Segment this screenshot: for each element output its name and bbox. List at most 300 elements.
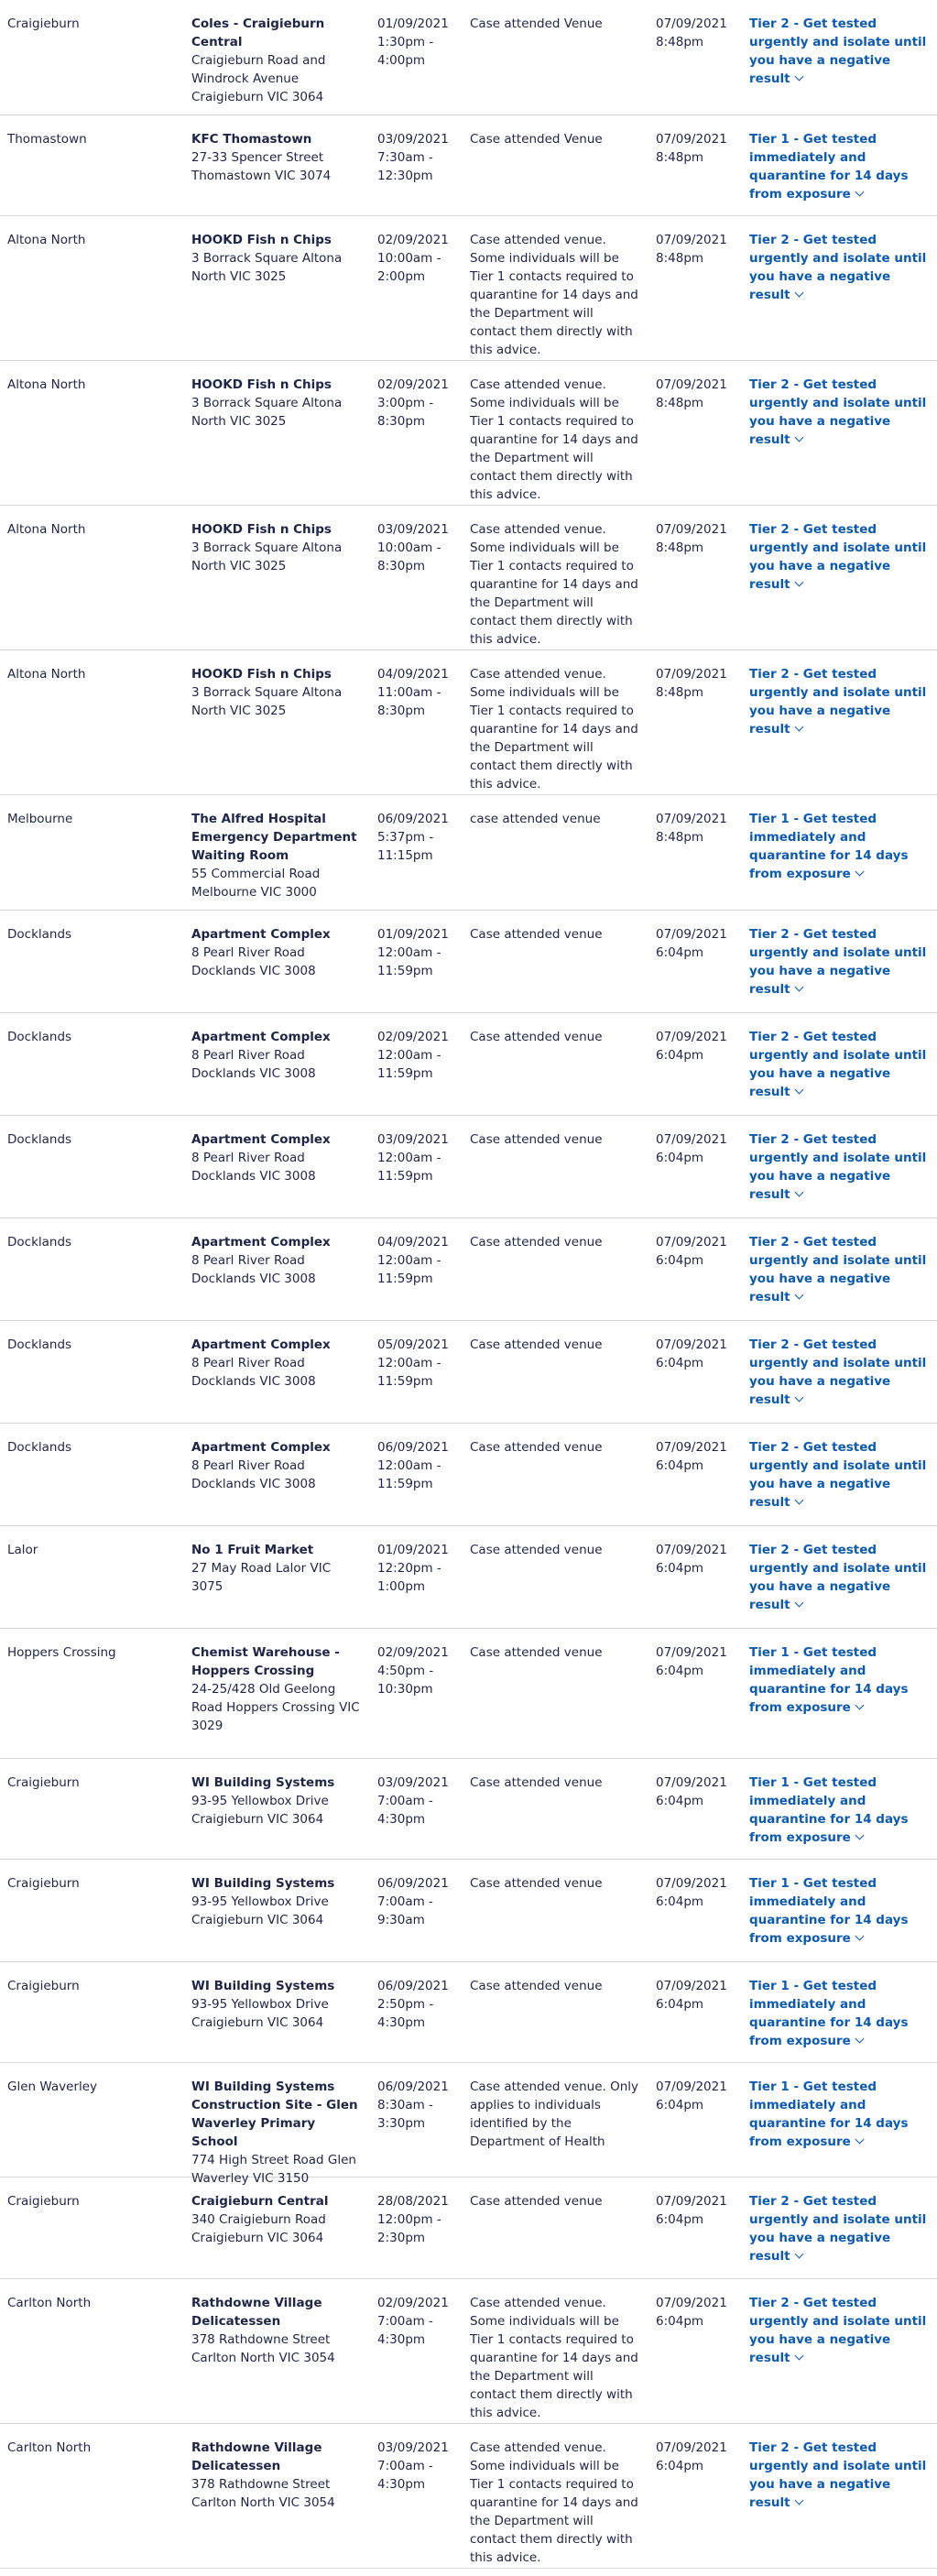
exposure-time: 10:00am - 2:00pm: [377, 251, 441, 284]
site-name: HOOKD Fish n Chips: [191, 233, 332, 247]
exposure-period-cell: [377, 130, 469, 185]
added-date: 07/09/2021: [656, 2296, 727, 2310]
added-time: 8:48pm: [656, 150, 704, 165]
exposure-time: 12:00am - 11:59pm: [377, 1151, 441, 1184]
exposure-date: 05/09/2021: [377, 1337, 449, 1352]
notes-cell: Case attended venue: [470, 927, 603, 942]
exposure-date: 04/09/2021: [377, 667, 449, 682]
added-time: 6:04pm: [656, 945, 704, 960]
added-cell: [656, 1336, 738, 1372]
added-cell: [656, 1130, 738, 1167]
exposure-date: 03/09/2021: [377, 522, 449, 537]
table-row: [0, 2178, 937, 2279]
health-advice-toggle[interactable]: [749, 1130, 931, 1204]
exposure-period-cell: [377, 1438, 469, 1493]
table-row: [0, 1759, 937, 1860]
exposure-period-cell: [377, 1874, 469, 1929]
table-row: [0, 911, 937, 1013]
exposure-period-cell: [377, 1643, 469, 1698]
added-cell: [656, 1438, 738, 1475]
added-date: 07/09/2021: [656, 1876, 727, 1891]
table-row: [0, 650, 937, 795]
suburb-cell: Docklands: [7, 1235, 72, 1250]
added-time: 8:48pm: [656, 251, 704, 266]
health-advice-text: Tier 2 - Get tested urgently and isolate until you have a negative result: [749, 2194, 927, 2264]
suburb-cell: Lalor: [7, 1543, 38, 1557]
health-advice-text: Tier 1 - Get tested immediately and quarantine for 14 days from exposure: [749, 1775, 909, 1845]
health-advice-toggle[interactable]: [749, 925, 931, 999]
table-row: [0, 795, 937, 911]
added-time: 6:04pm: [656, 1997, 704, 2012]
chevron-down-icon: [794, 433, 803, 442]
added-time: 6:04pm: [656, 2314, 704, 2329]
suburb-cell: Carlton North: [7, 2440, 92, 2455]
exposure-date: 03/09/2021: [377, 1775, 449, 1790]
table-row: [0, 2424, 937, 2569]
added-cell: [656, 2192, 738, 2229]
exposure-period-cell: [377, 1977, 469, 2032]
added-date: 07/09/2021: [656, 1235, 727, 1250]
exposure-time: 12:00am - 11:59pm: [377, 1458, 441, 1491]
table-row: [0, 1526, 937, 1629]
site-cell: [191, 1336, 364, 1391]
suburb-cell: Altona North: [7, 667, 86, 682]
health-advice-toggle[interactable]: [749, 1774, 931, 1847]
exposure-date: 02/09/2021: [377, 377, 449, 392]
added-time: 8:48pm: [656, 35, 704, 49]
site-address: 3 Borrack Square Altona North VIC 3025: [191, 396, 343, 429]
suburb-cell: Craigieburn: [7, 16, 80, 31]
exposure-date: 02/09/2021: [377, 233, 449, 247]
added-time: 6:04pm: [656, 1561, 704, 1576]
health-advice-toggle[interactable]: [749, 1541, 931, 1614]
site-name: The Alfred Hospital Emergency Department Waiting Room: [191, 812, 357, 863]
site-name: HOOKD Fish n Chips: [191, 667, 332, 682]
added-date: 07/09/2021: [656, 2194, 727, 2209]
notes-cell: Case attended venue: [470, 1337, 603, 1352]
table-row: [0, 506, 937, 650]
added-date: 07/09/2021: [656, 927, 727, 942]
chevron-down-icon: [794, 578, 803, 587]
added-date: 07/09/2021: [656, 16, 727, 31]
added-time: 6:04pm: [656, 2459, 704, 2473]
added-cell: [656, 925, 738, 962]
notes-cell: Case attended venue. Some individuals will be Tier 1 contacts required to quarantine for 14 days and the Department will contact them directly with this advice.: [470, 2440, 638, 2565]
health-advice-text: Tier 2 - Get tested urgently and isolate until you have a negative result: [749, 2296, 927, 2365]
health-advice-text: Tier 2 - Get tested urgently and isolate until you have a negative result: [749, 522, 927, 592]
chevron-down-icon: [855, 1701, 864, 1710]
added-date: 07/09/2021: [656, 1775, 727, 1790]
health-advice-text: Tier 2 - Get tested urgently and isolate until you have a negative result: [749, 233, 927, 302]
exposure-date: 06/09/2021: [377, 1876, 449, 1891]
added-cell: [656, 2439, 738, 2475]
health-advice-toggle[interactable]: [749, 1977, 931, 2050]
exposure-time: 12:00am - 11:59pm: [377, 1356, 441, 1389]
exposure-period-cell: [377, 1130, 469, 1185]
site-address: 3 Borrack Square Altona North VIC 3025: [191, 540, 343, 573]
site-address: 378 Rathdowne Street Carlton North VIC 3054: [191, 2332, 335, 2365]
notes-cell: Case attended venue: [470, 1979, 603, 1993]
exposure-date: 06/09/2021: [377, 812, 449, 826]
site-address: 8 Pearl River Road Docklands VIC 3008: [191, 1458, 316, 1491]
added-time: 8:48pm: [656, 830, 704, 845]
chevron-down-icon: [855, 868, 864, 877]
added-time: 6:04pm: [656, 1458, 704, 1473]
table-row: [0, 1629, 937, 1759]
chevron-down-icon: [794, 723, 803, 732]
added-cell: [656, 376, 738, 412]
added-cell: [656, 1977, 738, 2014]
notes-cell: Case attended venue: [470, 2194, 603, 2209]
table-row: [0, 1860, 937, 1962]
site-cell: [191, 665, 364, 720]
exposure-time: 12:00pm - 2:30pm: [377, 2212, 441, 2245]
table-row: [0, 1962, 937, 2063]
health-advice-toggle[interactable]: [749, 1643, 931, 1717]
site-cell: [191, 130, 364, 185]
exposure-time: 7:00am - 4:30pm: [377, 2459, 433, 2492]
health-advice-toggle[interactable]: [749, 520, 931, 594]
site-address: 3 Borrack Square Altona North VIC 3025: [191, 251, 343, 284]
added-cell: [656, 665, 738, 702]
suburb-cell: Altona North: [7, 233, 86, 247]
added-cell: [656, 520, 738, 557]
health-advice-text: Tier 1 - Get tested immediately and quarantine for 14 days from exposure: [749, 1979, 909, 2048]
site-name: Apartment Complex: [191, 1030, 331, 1044]
added-date: 07/09/2021: [656, 1030, 727, 1044]
health-advice-text: Tier 2 - Get tested urgently and isolate until you have a negative result: [749, 1132, 927, 1202]
health-advice-toggle[interactable]: [749, 2078, 931, 2151]
added-cell: [656, 130, 738, 167]
site-address: 8 Pearl River Road Docklands VIC 3008: [191, 1253, 316, 1286]
site-name: WI Building Systems: [191, 1775, 335, 1790]
site-cell: [191, 376, 364, 431]
site-name: No 1 Fruit Market: [191, 1543, 314, 1557]
health-advice-text: Tier 1 - Get tested immediately and quarantine for 14 days from exposure: [749, 1876, 909, 1946]
chevron-down-icon: [794, 2496, 803, 2505]
table-row: [0, 115, 937, 216]
suburb-cell: Craigieburn: [7, 1876, 80, 1891]
added-date: 07/09/2021: [656, 2079, 727, 2094]
health-advice-toggle[interactable]: [749, 1028, 931, 1101]
site-cell: [191, 1233, 364, 1288]
health-advice-text: Tier 2 - Get tested urgently and isolate until you have a negative result: [749, 927, 927, 997]
table-row: [0, 1218, 937, 1321]
exposure-time: 7:00am - 4:30pm: [377, 1794, 433, 1827]
table-row: [0, 2279, 937, 2424]
suburb-cell: Craigieburn: [7, 1979, 80, 1993]
added-time: 6:04pm: [656, 1151, 704, 1165]
site-address: 93-95 Yellowbox Drive Craigieburn VIC 3064: [191, 1997, 329, 2030]
health-advice-text: Tier 2 - Get tested urgently and isolate until you have a negative result: [749, 377, 927, 447]
health-advice-toggle[interactable]: [749, 1336, 931, 1409]
exposure-date: 06/09/2021: [377, 1440, 449, 1455]
health-advice-toggle[interactable]: [749, 1874, 931, 1948]
site-cell: [191, 2192, 364, 2247]
chevron-down-icon: [855, 188, 864, 197]
notes-cell: Case attended venue: [470, 1440, 603, 1455]
chevron-down-icon: [794, 1188, 803, 1197]
chevron-down-icon: [855, 2035, 864, 2044]
notes-cell: Case attended venue: [470, 1543, 603, 1557]
site-name: HOOKD Fish n Chips: [191, 377, 332, 392]
site-address: 774 High Street Road Glen Waverley VIC 3150: [191, 2153, 356, 2186]
exposure-period-cell: [377, 1233, 469, 1288]
site-address: 3 Borrack Square Altona North VIC 3025: [191, 685, 343, 718]
exposure-time: 1:30pm - 4:00pm: [377, 35, 434, 68]
site-cell: [191, 1028, 364, 1083]
chevron-down-icon: [794, 1291, 803, 1300]
suburb-cell: Melbourne: [7, 812, 73, 826]
health-advice-toggle[interactable]: [749, 665, 931, 738]
notes-cell: Case attended venue. Only applies to individuals identified by the Department of Health: [470, 2079, 639, 2149]
site-cell: [191, 1438, 364, 1493]
health-advice-text: Tier 2 - Get tested urgently and isolate until you have a negative result: [749, 667, 927, 737]
added-date: 07/09/2021: [656, 233, 727, 247]
exposure-date: 02/09/2021: [377, 2296, 449, 2310]
site-cell: [191, 1774, 364, 1828]
health-advice-text: Tier 2 - Get tested urgently and isolate until you have a negative result: [749, 1440, 927, 1510]
added-time: 6:04pm: [656, 1894, 704, 1909]
suburb-cell: Docklands: [7, 1030, 72, 1044]
table-row: [0, 1424, 937, 1526]
exposure-date: 06/09/2021: [377, 1979, 449, 1993]
chevron-down-icon: [855, 2135, 864, 2145]
suburb-cell: Altona North: [7, 377, 86, 392]
chevron-down-icon: [794, 1496, 803, 1505]
added-time: 8:48pm: [656, 396, 704, 410]
suburb-cell: Docklands: [7, 1440, 72, 1455]
health-advice-toggle[interactable]: [749, 130, 931, 203]
health-advice-toggle[interactable]: [749, 231, 931, 304]
exposure-date: 02/09/2021: [377, 1645, 449, 1660]
notes-cell: Case attended Venue: [470, 16, 603, 31]
exposure-period-cell: [377, 810, 469, 865]
site-name: Craigieburn Central: [191, 2194, 329, 2209]
site-name: Apartment Complex: [191, 1337, 331, 1352]
added-date: 07/09/2021: [656, 1979, 727, 1993]
health-advice-toggle[interactable]: [749, 2294, 931, 2367]
exposure-time: 7:00am - 4:30pm: [377, 2314, 433, 2347]
site-cell: [191, 1874, 364, 1929]
table-row: [0, 2063, 937, 2186]
added-date: 07/09/2021: [656, 1440, 727, 1455]
notes-cell: case attended venue: [470, 812, 601, 826]
exposure-time: 5:37pm - 11:15pm: [377, 830, 434, 863]
site-cell: [191, 2294, 364, 2367]
exposure-date: 01/09/2021: [377, 1543, 449, 1557]
exposure-date: 04/09/2021: [377, 1235, 449, 1250]
chevron-down-icon: [794, 983, 803, 992]
added-date: 07/09/2021: [656, 1132, 727, 1147]
added-cell: [656, 2294, 738, 2330]
site-address: 24-25/428 Old Geelong Road Hoppers Crossing VIC 3029: [191, 1682, 360, 1733]
health-advice-text: Tier 2 - Get tested urgently and isolate until you have a negative result: [749, 1235, 927, 1304]
health-advice-toggle[interactable]: [749, 2192, 931, 2265]
added-cell: [656, 1874, 738, 1911]
added-cell: [656, 1541, 738, 1577]
health-advice-text: Tier 2 - Get tested urgently and isolate until you have a negative result: [749, 1030, 927, 1099]
health-advice-text: Tier 1 - Get tested immediately and quarantine for 14 days from exposure: [749, 1645, 909, 1715]
added-date: 07/09/2021: [656, 377, 727, 392]
exposure-time: 2:50pm - 4:30pm: [377, 1997, 434, 2030]
exposure-date: 01/09/2021: [377, 927, 449, 942]
notes-cell: Case attended venue. Some individuals will be Tier 1 contacts required to quarantine for 14 days and the Department will contact them directly with this advice.: [470, 667, 638, 791]
added-cell: [656, 1643, 738, 1680]
health-advice-toggle[interactable]: [749, 376, 931, 449]
site-address: 8 Pearl River Road Docklands VIC 3008: [191, 1356, 316, 1389]
chevron-down-icon: [794, 2352, 803, 2361]
added-time: 8:48pm: [656, 540, 704, 555]
notes-cell: Case attended Venue: [470, 132, 603, 147]
exposure-period-cell: [377, 376, 469, 431]
exposure-time: 7:00am - 9:30am: [377, 1894, 433, 1927]
site-cell: [191, 925, 364, 980]
health-advice-text: Tier 1 - Get tested immediately and quarantine for 14 days from exposure: [749, 2079, 909, 2149]
notes-cell: Case attended venue. Some individuals will be Tier 1 contacts required to quarantine for 14 days and the Department will contact them directly with this advice.: [470, 233, 638, 357]
added-cell: [656, 2078, 738, 2114]
exposure-period-cell: [377, 231, 469, 286]
exposure-period-cell: [377, 1028, 469, 1083]
health-advice-text: Tier 2 - Get tested urgently and isolate until you have a negative result: [749, 1337, 927, 1407]
health-advice-text: Tier 1 - Get tested immediately and quarantine for 14 days from exposure: [749, 132, 909, 202]
exposure-time: 12:00am - 11:59pm: [377, 1253, 441, 1286]
health-advice-text: Tier 2 - Get tested urgently and isolate until you have a negative result: [749, 16, 927, 86]
exposure-time: 12:00am - 11:59pm: [377, 945, 441, 978]
notes-cell: Case attended venue: [470, 1775, 603, 1790]
added-date: 07/09/2021: [656, 132, 727, 147]
site-address: 340 Craigieburn Road Craigieburn VIC 3064: [191, 2212, 326, 2245]
exposure-date: 06/09/2021: [377, 2079, 449, 2094]
site-name: KFC Thomastown: [191, 132, 312, 147]
notes-cell: Case attended venue: [470, 1030, 603, 1044]
site-name: Apartment Complex: [191, 1235, 331, 1250]
added-cell: [656, 15, 738, 51]
exposure-date: 03/09/2021: [377, 1132, 449, 1147]
added-cell: [656, 1028, 738, 1064]
site-address: 8 Pearl River Road Docklands VIC 3008: [191, 1151, 316, 1184]
health-advice-text: Tier 1 - Get tested immediately and quarantine for 14 days from exposure: [749, 812, 909, 881]
table-row: [0, 1116, 937, 1218]
exposure-time: 8:30am - 3:30pm: [377, 2098, 433, 2131]
notes-cell: Case attended venue: [470, 1132, 603, 1147]
exposure-date: 03/09/2021: [377, 132, 449, 147]
suburb-cell: Docklands: [7, 1337, 72, 1352]
site-cell: [191, 2439, 364, 2512]
exposure-period-cell: [377, 2439, 469, 2494]
exposure-period-cell: [377, 15, 469, 70]
site-name: Apartment Complex: [191, 927, 331, 942]
exposure-date: 28/08/2021: [377, 2194, 449, 2209]
added-date: 07/09/2021: [656, 812, 727, 826]
exposure-date: 03/09/2021: [377, 2440, 449, 2455]
suburb-cell: Docklands: [7, 927, 72, 942]
site-cell: [191, 2078, 364, 2188]
notes-cell: Case attended venue. Some individuals will be Tier 1 contacts required to quarantine for 14 days and the Department will contact them directly with this advice.: [470, 522, 638, 647]
site-address: 93-95 Yellowbox Drive Craigieburn VIC 3064: [191, 1794, 329, 1827]
site-name: Rathdowne Village Delicatessen: [191, 2440, 322, 2473]
notes-cell: Case attended venue: [470, 1876, 603, 1891]
exposure-time: 11:00am - 8:30pm: [377, 685, 441, 718]
site-address: 8 Pearl River Road Docklands VIC 3008: [191, 945, 316, 978]
notes-cell: Case attended venue. Some individuals will be Tier 1 contacts required to quarantine for 14 days and the Department will contact them directly with this advice.: [470, 377, 638, 502]
site-cell: [191, 231, 364, 286]
health-advice-toggle[interactable]: [749, 1233, 931, 1306]
added-time: 6:04pm: [656, 2098, 704, 2112]
site-cell: [191, 810, 364, 901]
chevron-down-icon: [794, 72, 803, 82]
site-cell: [191, 520, 364, 575]
added-cell: [656, 1774, 738, 1810]
chevron-down-icon: [855, 1932, 864, 1941]
chevron-down-icon: [794, 1599, 803, 1608]
added-time: 6:04pm: [656, 1664, 704, 1678]
exposure-time: 10:00am - 8:30pm: [377, 540, 441, 573]
added-date: 07/09/2021: [656, 522, 727, 537]
added-date: 07/09/2021: [656, 1337, 727, 1352]
notes-cell: Case attended venue: [470, 1645, 603, 1660]
added-cell: [656, 1233, 738, 1270]
site-cell: [191, 15, 364, 106]
site-cell: [191, 1643, 364, 1735]
exposure-time: 3:00pm - 8:30pm: [377, 396, 434, 429]
added-time: 6:04pm: [656, 1048, 704, 1063]
exposure-time: 12:20pm - 1:00pm: [377, 1561, 441, 1594]
suburb-cell: Thomastown: [7, 132, 87, 147]
exposure-period-cell: [377, 1774, 469, 1828]
added-date: 07/09/2021: [656, 2440, 727, 2455]
site-cell: [191, 1541, 364, 1596]
added-time: 6:04pm: [656, 2212, 704, 2227]
exposure-period-cell: [377, 2192, 469, 2247]
exposure-date: 01/09/2021: [377, 16, 449, 31]
site-address: 55 Commercial Road Melbourne VIC 3000: [191, 867, 321, 900]
exposure-date: 02/09/2021: [377, 1030, 449, 1044]
exposure-period-cell: [377, 925, 469, 980]
chevron-down-icon: [794, 289, 803, 298]
exposure-period-cell: [377, 520, 469, 575]
health-advice-text: Tier 2 - Get tested urgently and isolate until you have a negative result: [749, 2440, 927, 2510]
added-time: 6:04pm: [656, 1794, 704, 1808]
suburb-cell: Carlton North: [7, 2296, 92, 2310]
health-advice-toggle[interactable]: [749, 810, 931, 883]
site-name: HOOKD Fish n Chips: [191, 522, 332, 537]
exposure-period-cell: [377, 665, 469, 720]
exposure-time: 7:30am - 12:30pm: [377, 150, 433, 183]
exposure-time: 12:00am - 11:59pm: [377, 1048, 441, 1081]
site-address: Craigieburn Road and Windrock Avenue Craigieburn VIC 3064: [191, 53, 326, 104]
exposure-period-cell: [377, 1541, 469, 1596]
health-advice-text: Tier 2 - Get tested urgently and isolate until you have a negative result: [749, 1543, 927, 1612]
chevron-down-icon: [794, 1086, 803, 1095]
site-address: 93-95 Yellowbox Drive Craigieburn VIC 3064: [191, 1894, 329, 1927]
site-name: Rathdowne Village Delicatessen: [191, 2296, 322, 2329]
health-advice-toggle[interactable]: [749, 2439, 931, 2512]
notes-cell: Case attended venue: [470, 1235, 603, 1250]
health-advice-toggle[interactable]: [749, 15, 931, 88]
health-advice-toggle[interactable]: [749, 1438, 931, 1512]
suburb-cell: Craigieburn: [7, 2194, 80, 2209]
chevron-down-icon: [855, 1831, 864, 1840]
notes-cell: Case attended venue. Some individuals will be Tier 1 contacts required to quarantine for 14 days and the Department will contact them directly with this advice.: [470, 2296, 638, 2420]
site-address: 378 Rathdowne Street Carlton North VIC 3054: [191, 2477, 335, 2510]
site-cell: [191, 1130, 364, 1185]
site-address: 27-33 Spencer Street Thomastown VIC 3074: [191, 150, 332, 183]
table-row: [0, 1013, 937, 1116]
suburb-cell: Craigieburn: [7, 1775, 80, 1790]
added-cell: [656, 231, 738, 267]
site-name: WI Building Systems: [191, 1979, 335, 1993]
